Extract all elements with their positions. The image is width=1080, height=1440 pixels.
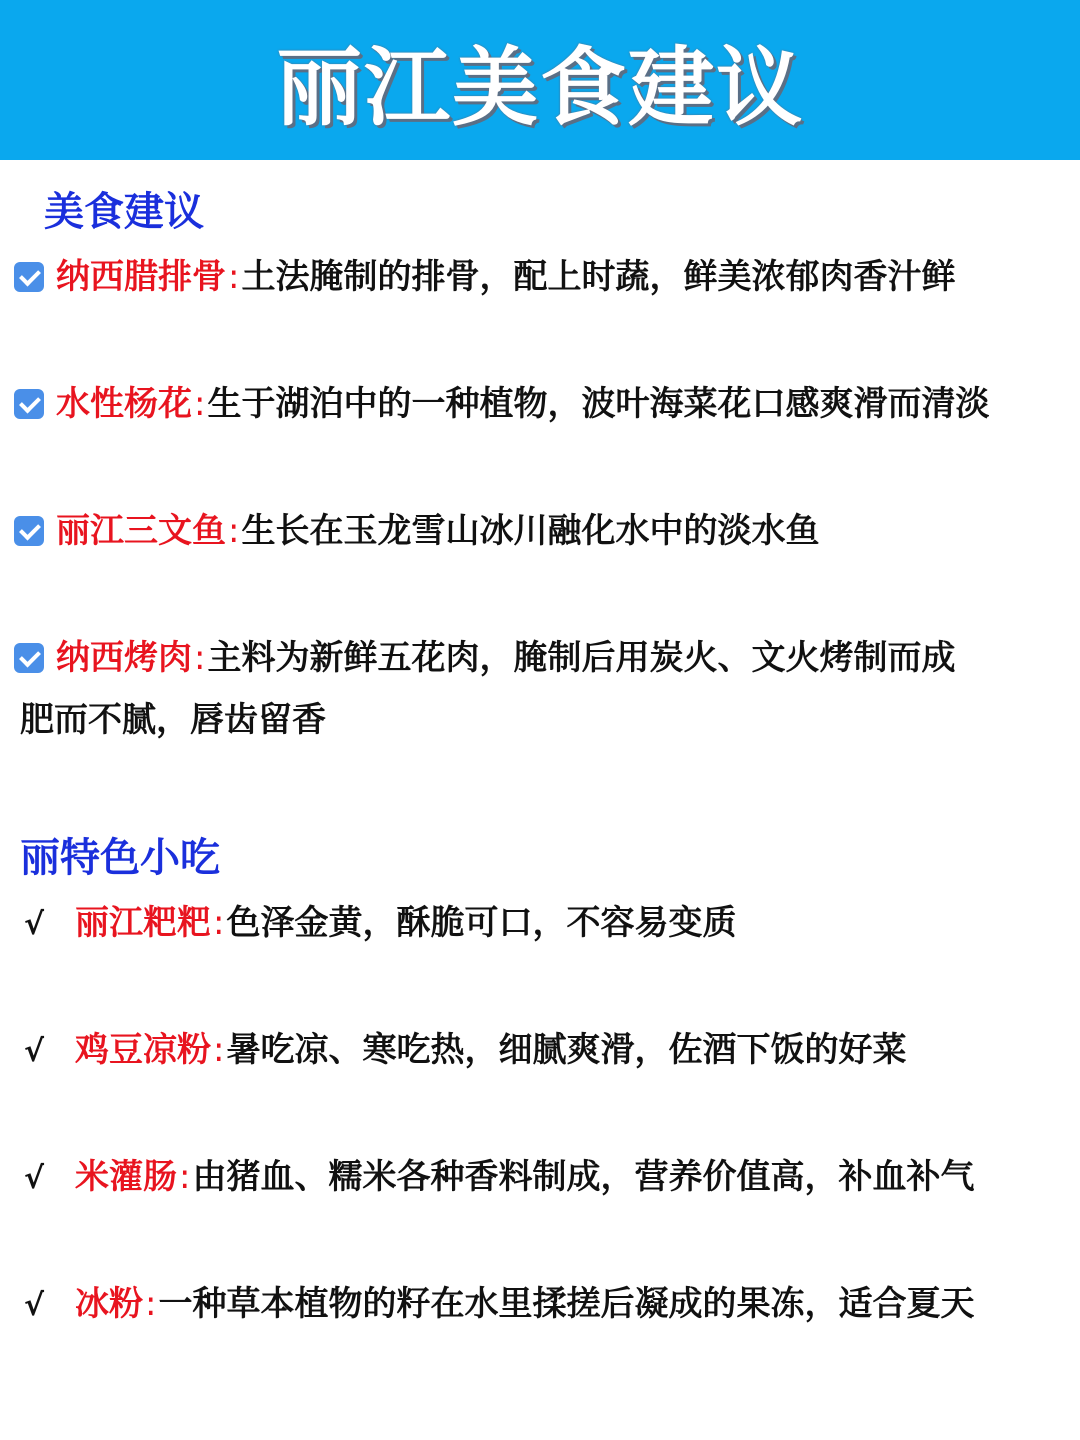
check-mark-icon: √ (24, 907, 45, 942)
section-heading-local-snacks: 丽特色小吃 (20, 835, 220, 881)
item-colon: : (228, 511, 240, 551)
item-colon: : (179, 1157, 191, 1197)
item-colon: : (194, 384, 206, 424)
list-item (14, 1273, 1076, 1337)
item-name: 鸡豆凉粉 (75, 1030, 211, 1070)
item-name: 冰粉 (75, 1284, 143, 1324)
item-description: 一种草本植物的籽在水里揉搓后凝成的果冻，适合夏天 (158, 1284, 975, 1324)
check-mark-icon: √ (24, 1161, 45, 1196)
item-description: 生于湖泊中的一种植物，波叶海菜花口感爽滑而清淡 (207, 384, 990, 424)
list-item (14, 373, 1076, 435)
item-description: 主料为新鲜五花肉，腌制后用炭火、文火烤制而成 (207, 638, 956, 678)
item-description: 土法腌制的排骨，配上时蔬，鲜美浓郁肉香汁鲜 (241, 257, 956, 297)
item-name: 丽江三文鱼 (56, 511, 226, 551)
list-item (14, 892, 1076, 956)
checked-box-icon (14, 643, 44, 673)
item-colon: : (213, 1030, 225, 1070)
item-colon: : (228, 257, 240, 297)
checked-box-icon (14, 516, 44, 546)
item-name: 纳西腊排骨 (56, 257, 226, 297)
section-heading-food-suggestions: 美食建议 (44, 189, 204, 235)
item-description: 由猪血、糯米各种香料制成，营养价值高，补血补气 (192, 1157, 975, 1197)
item-description: 暑吃凉、寒吃热，细腻爽滑，佐酒下饭的好菜 (226, 1030, 907, 1070)
list-item (14, 627, 1076, 751)
item-colon: : (145, 1284, 157, 1324)
item-description-continued: 肥而不腻，唇齿留香 (20, 700, 326, 740)
list-item (14, 246, 1076, 308)
checked-box-icon (14, 389, 44, 419)
checked-box-icon (14, 262, 44, 292)
title-banner (0, 0, 1080, 160)
item-name: 纳西烤肉 (56, 638, 192, 678)
item-name: 水性杨花 (56, 384, 192, 424)
list-item (14, 1146, 1076, 1210)
check-mark-icon: √ (24, 1034, 45, 1069)
item-description: 生长在玉龙雪山冰川融化水中的淡水鱼 (241, 511, 820, 551)
item-colon: : (194, 638, 206, 678)
item-name: 丽江粑粑 (75, 903, 211, 943)
item-colon: : (213, 903, 225, 943)
check-mark-icon: √ (24, 1288, 45, 1323)
list-item (14, 1019, 1076, 1083)
page-title: 丽江美食建议 (276, 38, 804, 138)
list-item (14, 500, 1076, 562)
item-name: 米灌肠 (75, 1157, 177, 1197)
item-description: 色泽金黄，酥脆可口，不容易变质 (226, 903, 737, 943)
